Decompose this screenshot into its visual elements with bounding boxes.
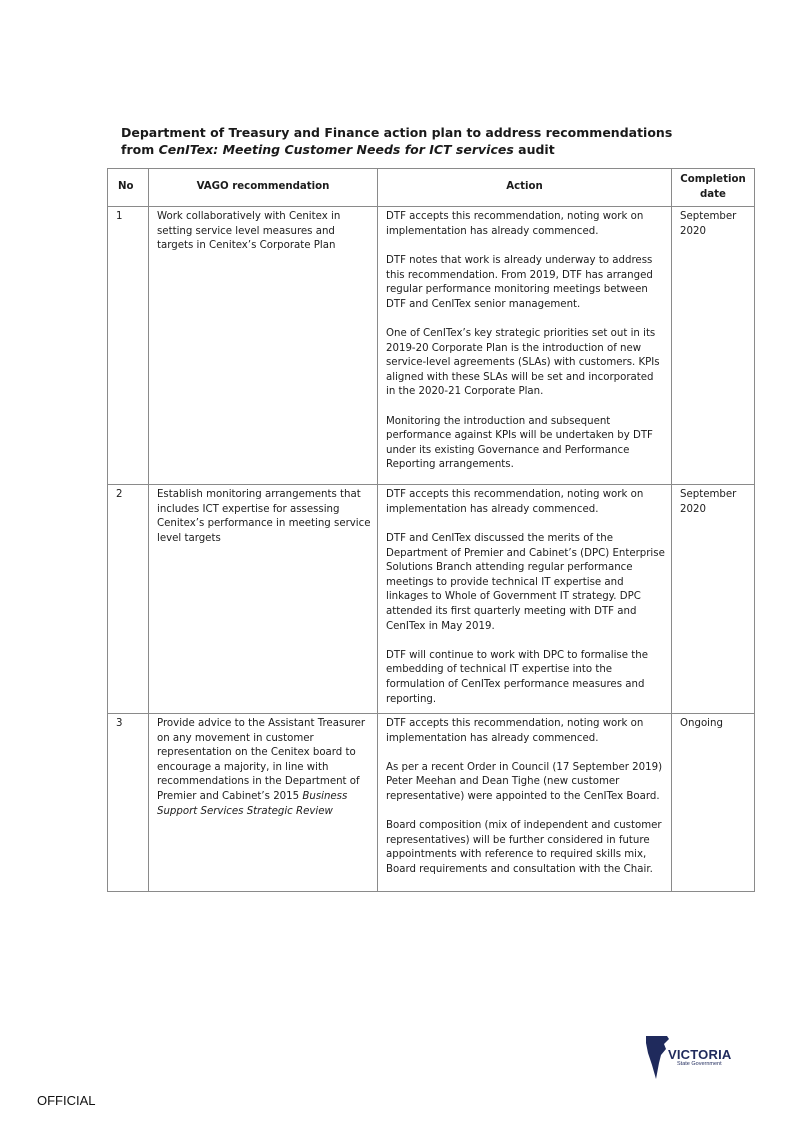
row-number: 2	[108, 485, 149, 714]
action-paragraph: DTF notes that work is already underway to address this recommendation. From 2019, DTF has arranged regular performance monitoring meetings between DTF and CenITex senior management.	[386, 254, 653, 310]
table-header-row	[108, 169, 755, 207]
logo-wordmark: VICTORIA	[668, 1047, 732, 1062]
header-action: Action	[378, 169, 672, 207]
document-heading	[121, 124, 741, 158]
heading-line-2-prefix: from	[121, 142, 159, 157]
header-recommendation: VAGO recommendation	[149, 169, 378, 207]
action-paragraph: Board composition (mix of independent and customer representatives) will be further considered in future appointments with reference to required skills mix, Board requirements and consultation with the Chair.	[386, 820, 662, 876]
action-paragraph: DTF and CenITex discussed the merits of the Department of Premier and Cabinet’s (DPC) Enterprise Solutions Branch attending regular performance meetings to provide technical IT expertise and linkages to Whole of Government IT strategy. DPC attended its first quarterly meeting with DTF and CenITex in May 2019.	[386, 532, 665, 632]
recommendation-text	[149, 714, 378, 892]
heading-line-1: Department of Treasury and Finance action plan to address recommendations	[121, 125, 673, 140]
table-row	[108, 485, 755, 714]
audit-title: CenITex: Meeting Customer Needs for ICT services	[158, 142, 514, 157]
action-cell	[378, 714, 672, 892]
header-completion-date: Completion date	[672, 169, 755, 207]
action-cell	[378, 207, 672, 485]
victoria-map-shape	[646, 1036, 669, 1079]
security-classification: OFFICIAL	[37, 1093, 96, 1108]
action-plan-table	[107, 168, 755, 892]
action-paragraph: DTF accepts this recommendation, noting work on implementation has already commenced.	[386, 489, 644, 515]
table-row	[108, 714, 755, 892]
logo-subtitle: State Government	[677, 1061, 722, 1067]
review-title: Business Support Services Strategic Review	[157, 791, 348, 817]
table-row	[108, 207, 755, 485]
action-paragraph: Monitoring the introduction and subsequent performance against KPIs will be undertaken by DTF under its existing Governance and Performance Reporting arrangements.	[386, 415, 653, 471]
row-number: 1	[108, 207, 149, 485]
action-paragraph: DTF accepts this recommendation, noting work on implementation has already commenced.	[386, 718, 644, 744]
completion-date: Ongoing	[672, 714, 755, 892]
action-paragraph: DTF will continue to work with DPC to formalise the embedding of technical IT expertise into the formulation of CenITex performance measures and reporting.	[386, 649, 648, 705]
heading-line-2-suffix: audit	[513, 142, 555, 157]
action-paragraph: One of CenITex’s key strategic priorities set out in its 2019-20 Corporate Plan is the introduction of new service-level agreements (SLAs) with customers. KPIs aligned with these SLAs will be set and incorporated in the 2020-21 Corporate Plan.	[386, 327, 660, 398]
completion-date: September 2020	[672, 207, 755, 485]
action-paragraph: DTF accepts this recommendation, noting work on implementation has already commenced.	[386, 211, 644, 237]
header-no: No	[108, 169, 149, 207]
recommendation-text: Establish monitoring arrangements that includes ICT expertise for assessing Cenitex’s performance in meeting service level targets	[149, 485, 378, 714]
recommendation-text-main: Provide advice to the Assistant Treasurer on any movement in customer representation on the Cenitex board to encourage a majority, in line with recommendations in the Department of Premier and Cabinet’s 2015	[157, 718, 366, 803]
recommendation-text: Work collaboratively with Cenitex in setting service level measures and targets in Cenitex’s Corporate Plan	[149, 207, 378, 485]
action-paragraph: As per a recent Order in Council (17 September 2019) Peter Meehan and Dean Tighe (new customer representative) were appointed to the CenITex Board.	[386, 761, 663, 803]
heading-line-2	[121, 141, 741, 158]
completion-date: September 2020	[672, 485, 755, 714]
row-number: 3	[108, 714, 149, 892]
action-cell	[378, 485, 672, 714]
